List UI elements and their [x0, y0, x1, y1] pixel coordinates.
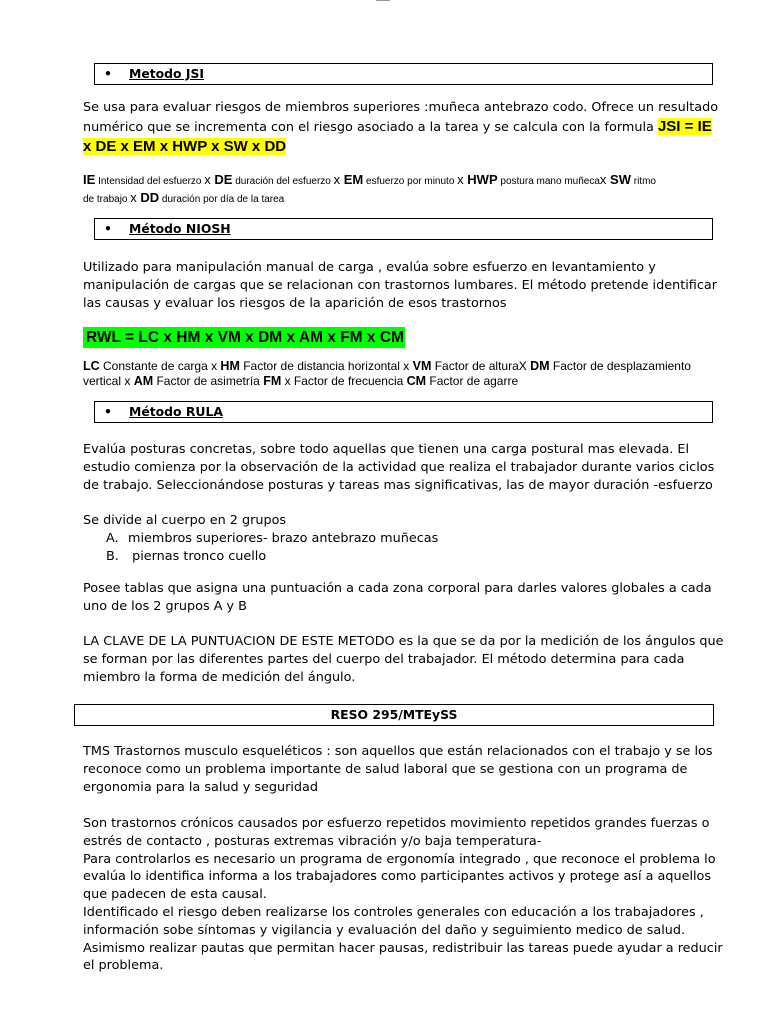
text-line: de trabajo. Seleccionándose posturas y tareas mas significativas, las de mayor duración -esfuerzo — [83, 477, 713, 493]
text-line: se forman por las diferentes partes del cuerpo del trabajador. El método determina para cada — [83, 651, 685, 667]
jsi-heading-box — [94, 63, 713, 85]
text-line: las causas y evaluar los riesgos de la aparición de esos trastornos — [83, 295, 507, 311]
legend-term: SW — [606, 172, 631, 187]
text-segment: numérico que se incrementa con el riesgo asociado a la tarea y se calcula con la formula — [83, 119, 658, 135]
legend-x: x — [333, 172, 341, 187]
legend-term: CM — [406, 374, 427, 388]
legend-desc: vertical x — [83, 374, 134, 388]
legend-x: x — [204, 172, 211, 187]
list-marker: B. — [106, 549, 119, 564]
text-line: el problema. — [83, 958, 164, 974]
legend-desc: duración del esfuerzo — [232, 176, 334, 187]
legend-desc: Factor de desplazamiento — [549, 359, 691, 373]
text-line: que padecen de esta causal. — [83, 887, 267, 903]
jsi-legend-line2 — [83, 189, 284, 207]
text-line: reconoce como un problema importante de salud laboral que se gestiona con un programa de — [83, 761, 688, 777]
text-line: Asimismo realizar pautas que permitan hacer pausas, redistribuir las tareas puede ayudar a reducir — [83, 940, 723, 956]
reso-heading: RESO 295/MTEySS — [74, 704, 714, 726]
legend-desc: Factor de asimetría — [153, 374, 264, 388]
niosh-heading: Método NIOSH — [129, 221, 231, 236]
legend-desc: Factor de distancia horizontal x — [239, 359, 413, 373]
niosh-formula: RWL = LC x HM x VM x DM x AM x FM x CM — [83, 327, 405, 348]
legend-desc: Factor de agarre — [426, 374, 519, 388]
legend-x: x — [599, 172, 607, 187]
legend-x: x — [457, 172, 464, 187]
rula-paragraph-2 — [83, 580, 723, 616]
legend-term: DD — [136, 190, 160, 205]
text-line — [83, 137, 723, 157]
list-text: miembros superiores- brazo antebrazo muñecas — [128, 531, 439, 546]
legend-term: AM — [133, 374, 154, 388]
legend-desc: esfuerzo por minuto — [363, 176, 458, 187]
legend-desc: postura mano muñeca — [497, 176, 600, 187]
legend-term: LC — [83, 359, 100, 373]
text-line: uno de los 2 grupos A y B — [83, 598, 247, 614]
jsi-heading: Metodo JSI — [129, 66, 205, 81]
text-line: Para controlarlos es necesario un programa de ergonomía integrado , que reconoce el problema lo — [83, 851, 716, 867]
text-line: Se usa para evaluar riesgos de miembros superiores :muñeca antebrazo codo. Ofrece un resultado — [83, 100, 719, 115]
legend-desc: ritmo — [630, 176, 656, 187]
legend-desc: Intensidad del esfuerzo — [95, 176, 205, 187]
list-item — [106, 530, 438, 548]
niosh-heading-box — [94, 218, 713, 240]
list-marker: A. — [106, 531, 119, 546]
reso-paragraph-2 — [83, 815, 723, 975]
jsi-formula-part1: JSI = IE — [657, 117, 712, 135]
niosh-legend — [83, 359, 691, 373]
text-line: manipulación de cargas que se relacionan con trastornos lumbares. El método pretende identificar — [83, 277, 717, 293]
list-text: piernas tronco cuello — [128, 549, 267, 564]
legend-desc: de trabajo — [83, 194, 131, 205]
legend-term: HM — [220, 359, 240, 373]
text-line: información sobe síntomas y vigilancia y evaluación del daño y seguimiento medico de salud. — [83, 922, 686, 938]
text-line: estudio comienza por la observación de la actividad que realiza el trabajador durante varios ciclos — [83, 459, 715, 475]
legend-term: HWP — [463, 172, 498, 187]
text-line: miembro la forma de medición del ángulo. — [83, 669, 356, 685]
text-line: TMS Trastornos musculo esqueléticos : son aquellos que están relacionados con el trabajo y se los — [83, 744, 713, 759]
text-line: Utilizado para manipulación manual de carga , evalúa sobre esfuerzo en levantamiento y — [83, 260, 656, 275]
bullet-icon: • — [104, 404, 112, 419]
legend-desc: Constante de carga x — [99, 359, 221, 373]
legend-term: IE — [83, 172, 96, 187]
legend-term: DM — [530, 359, 550, 373]
bullet-icon: • — [104, 66, 112, 81]
legend-desc: x Factor de frecuencia — [281, 374, 407, 388]
text-line: Son trastornos crónicos causados por esfuerzo repetidos movimiento repetidos grandes fuerzas o — [83, 816, 710, 831]
rula-heading: Método RULA — [129, 404, 223, 419]
legend-term: DE — [210, 172, 233, 187]
page-top-mark — [376, 0, 390, 1]
text-line: Identificado el riesgo deben realizarse los controles generales con educación a los trabajadores , — [83, 904, 704, 920]
rula-heading-box — [94, 401, 713, 423]
legend-desc: duración por día de la tarea — [159, 194, 285, 205]
text-line: estrés de contacto , posturas extremas vibración y/o baja temperatura- — [83, 833, 542, 849]
text-line: Evalúa posturas concretas, sobre todo aquellas que tienen una carga postural mas elevada. El — [83, 442, 690, 457]
legend-x: x — [130, 190, 137, 205]
legend-term: VM — [412, 359, 432, 373]
text-line — [83, 117, 723, 137]
text-line: LA CLAVE DE LA PUNTUACION DE ESTE METODO es la que se da por la medición de los ángulos que — [83, 634, 724, 649]
rula-paragraph-3 — [83, 633, 723, 686]
rula-groups-intro: Se divide al cuerpo en 2 grupos — [83, 513, 287, 528]
text-line: Posee tablas que asigna una puntuación a cada zona corporal para darles valores globales a cada — [83, 581, 712, 596]
list-item — [106, 548, 266, 566]
niosh-legend-line2 — [83, 374, 518, 388]
legend-desc: Factor de alturaX — [431, 359, 531, 373]
jsi-formula-part2: x DE x EM x HWP x SW x DD — [83, 137, 287, 155]
bullet-icon: • — [104, 221, 112, 236]
reso-paragraph-1 — [83, 743, 723, 796]
jsi-legend — [83, 171, 656, 189]
rula-paragraph-1 — [83, 441, 723, 494]
legend-term: FM — [263, 374, 282, 388]
niosh-paragraph — [83, 259, 723, 312]
jsi-paragraph — [83, 99, 723, 157]
legend-term: EM — [340, 172, 364, 187]
text-line: ergonomia para la salud y seguridad — [83, 779, 319, 795]
text-line: evalúa lo identifica informa a los trabajadores como participantes activos y protege así a aquellos — [83, 869, 712, 885]
